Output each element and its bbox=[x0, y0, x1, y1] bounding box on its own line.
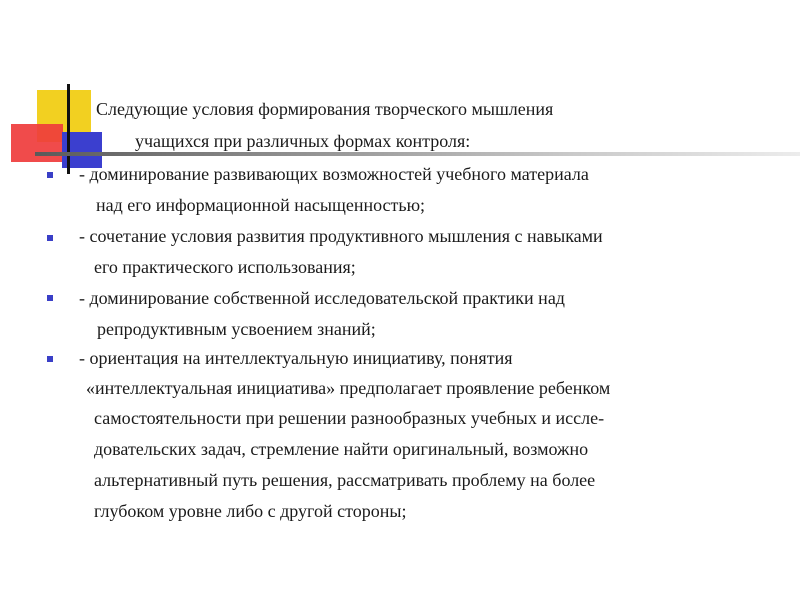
list-item-line: глубоком уровне либо с другой стороны; bbox=[94, 501, 407, 521]
list-item-line: самостоятельности при решении разнообразных учебных и иссле- bbox=[94, 408, 605, 428]
list-item-line: репродуктивным усвоением знаний; bbox=[97, 319, 376, 339]
intro-line: учащихся при различных формах контроля: bbox=[135, 131, 471, 151]
list-item-line: - доминирование собственной исследовательской практики над bbox=[79, 288, 565, 308]
list-item-line: довательских задач, стремление найти оригинальный, возможно bbox=[94, 439, 589, 459]
list-item-line: его практического использования; bbox=[94, 257, 356, 277]
list-item-line: - сочетание условия развития продуктивного мышления с навыками bbox=[79, 226, 603, 246]
list-item-line: - ориентация на интеллектуальную инициативу, понятия bbox=[79, 348, 513, 368]
list-item-line: альтернативный путь решения, рассматривать проблему на более bbox=[94, 470, 596, 490]
list-item-line: над его информационной насыщенностью; bbox=[96, 195, 426, 215]
list-item-line: - доминирование развивающих возможностей учебного материала bbox=[79, 164, 589, 184]
intro-line: Следующие условия формирования творческого мышления bbox=[96, 99, 554, 119]
list-item-line: «интеллектуальная инициатива» предполагает проявление ребенком bbox=[86, 378, 611, 398]
